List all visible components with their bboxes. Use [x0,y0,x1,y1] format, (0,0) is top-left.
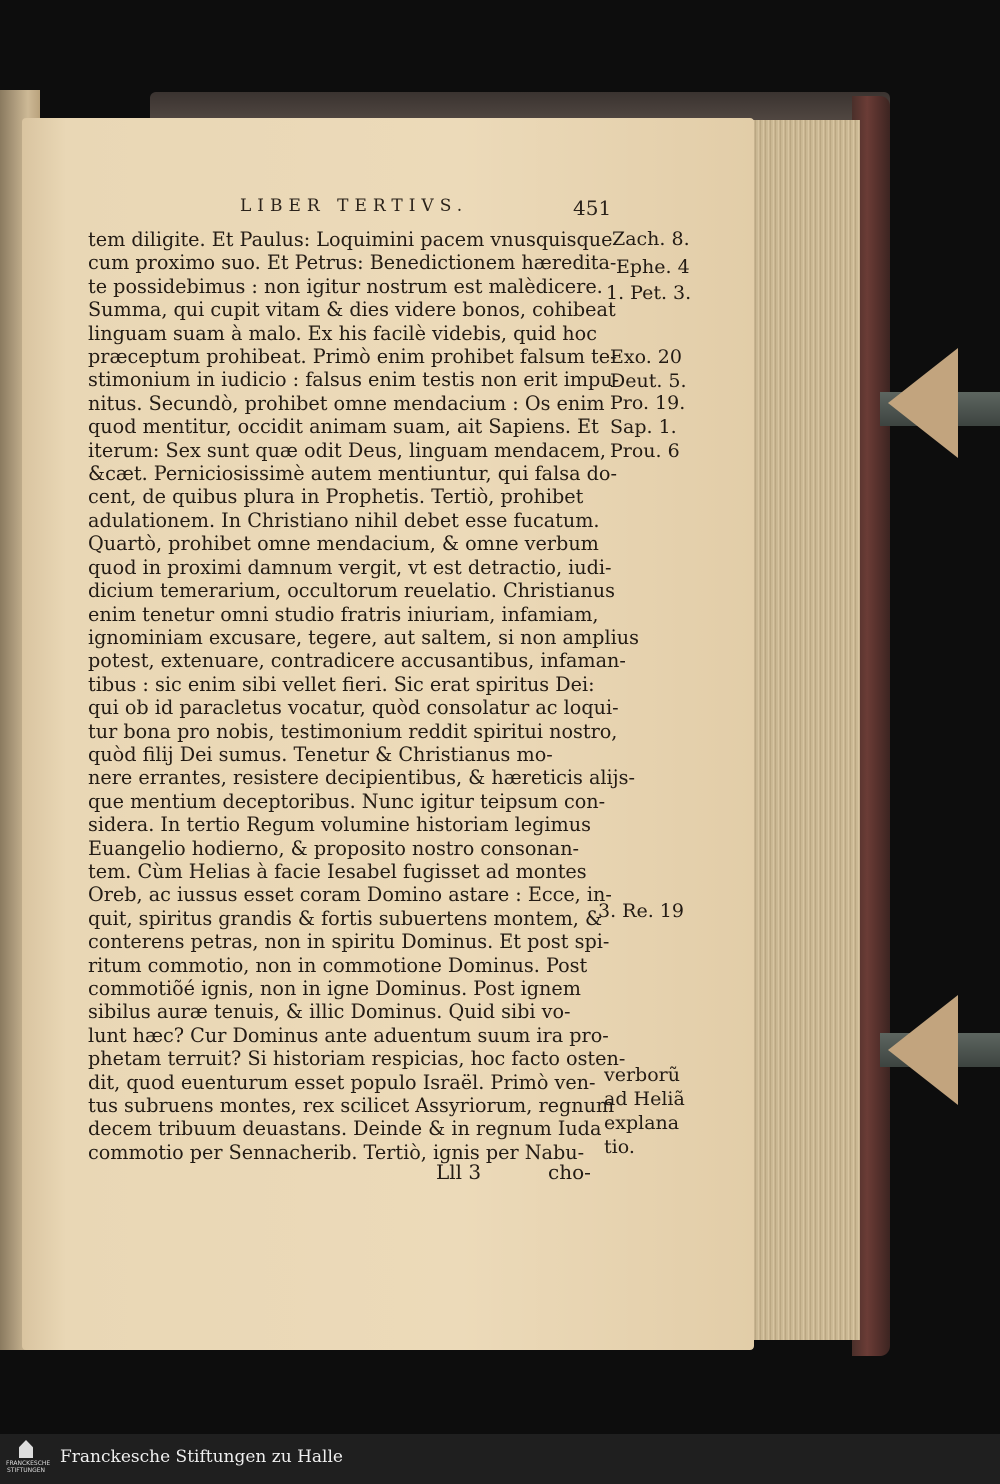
margin-note-reg: 3. Re. 19 [598,900,684,922]
text-line: tibus : sic enim sibi vellet fieri. Sic erat spiritus Dei: [88,672,595,696]
text-line: quod mentitur, occidit animam suam, ait Sapiens. Et [88,415,599,439]
text-line: quod in proximi damnum vergit, vt est detractio, iudi- [88,555,612,579]
institution-logo-icon [19,1440,33,1458]
text-line: Quartò, prohibet omne mendacium, & omne verbum [88,532,599,556]
margin-note-tio: tio. [604,1136,635,1158]
margin-note-sap: Sap. 1. [610,416,677,438]
text-line: Euangelio hodierno, & proposito nostro consonan- [88,836,580,860]
text-line: nere errantes, resistere decipientibus, & hæreticis alijs- [88,766,635,790]
text-line: præceptum prohibeat. Primò enim prohibet falsum te- [88,345,617,369]
text-line: Summa, qui cupit vitam & dies videre bonos, cohibeat [88,298,616,322]
institution-logo [6,1440,51,1480]
text-line: linguam suam à malo. Ex his facilè videbis, quid hoc [88,321,597,345]
text-line: lunt hæc? Cur Dominus ante aduentum suum ira pro- [88,1023,609,1047]
text-line: cum proximo suo. Et Petrus: Benedictionem hæredita- [88,251,617,275]
text-line: &cæt. Perniciosissimè autem mentiuntur, qui falsa do- [88,462,617,486]
text-line: Oreb, ac iussus esset coram Domino astare : Ecce, in- [88,883,612,907]
text-line: tur bona pro nobis, testimonium reddit spiritui nostro, [88,719,618,743]
text-line: decem tribuum deuastans. Deinde & in regnum Iuda [88,1117,602,1141]
text-line: te possidebimus : non igitur nostrum est malèdicere. [88,274,603,298]
text-line: conterens petras, non in spiritu Dominus. Et post spi- [88,930,610,954]
text-line: dicium temerarium, occultorum reuelatio. Christianus [88,579,615,603]
text-line: dit, quod euenturum esset populo Israël. Primò ven- [88,1070,596,1094]
margin-note-explana: explana [604,1112,680,1134]
text-line: tem diligite. Et Paulus: Loquimini pacem vnusquisque [88,228,613,251]
text-line: phetam terruit? Si historiam respicias, hoc facto osten- [88,1047,626,1071]
text-line: tem. Cùm Helias à facie Iesabel fugisset ad montes [88,859,587,883]
page-number: 451 [573,196,612,220]
margin-note-exo: Exo. 20 [610,346,682,368]
text-line: iterum: Sex sunt quæ odit Deus, linguam mendacem, [88,438,607,462]
running-title: LIBER TERTIVS. [240,196,469,216]
text-line: stimonium in iudicio : falsus enim testis non erit impu- [88,368,620,392]
page-edges [752,120,860,1340]
clasp-tip-upper [888,348,958,458]
text-line: potest, extenuare, contradicere accusantibus, infaman- [88,649,626,673]
logo-text: FRANCKESCHE STIFTUNGEN [6,1460,51,1474]
text-line: cent, de quibus plura in Prophetis. Tertiò, prohibet [88,485,584,509]
margin-note-ad-heliam: ad Heliã [604,1088,685,1110]
text-line: qui ob id paracletus vocatur, quòd consolatur ac loqui- [88,696,619,720]
text-line: adulationem. In Christiano nihil debet esse fucatum. [88,508,600,532]
text-line: commotiõé ignis, non in igne Dominus. Post ignem [88,977,581,1000]
text-line: quit, spiritus grandis & fortis subuertens montem, & [88,906,603,930]
text-line: ritum commotio, non in commotione Dominus. Post [88,953,588,977]
body-text [88,228,639,1164]
margin-note-zach: Zach. 8. [612,228,690,250]
text-line: sidera. In tertio Regum volumine historiam legimus [88,813,591,837]
margin-note-deut: Deut. 5. [610,370,687,392]
margin-note-prou: Prou. 6 [610,440,680,462]
signature-mark: Lll 3 [436,1160,482,1184]
institution-name: Franckesche Stiftungen zu Halle [60,1447,343,1467]
text-line: nitus. Secundò, prohibet omne mendacium : Os enim [88,391,605,415]
text-line: quòd filij Dei sumus. Tenetur & Christianus mo- [88,742,553,766]
margin-note-pro: Pro. 19. [610,392,686,414]
text-line: commotio per Sennacherib. Tertiò, ignis per Nabu- [88,1140,585,1164]
footer-bar [0,1434,1000,1484]
text-line: ignominiam excusare, tegere, aut saltem, si non amplius [88,625,639,649]
text-line: tus subruens montes, rex scilicet Assyriorum, regnum [88,1094,615,1118]
text-line: sibilus auræ tenuis, & illic Dominus. Quid sibi vo- [88,1000,571,1024]
margin-note-pet: 1. Pet. 3. [606,282,692,304]
margin-note-ephe: Ephe. 4 [616,256,690,278]
text-line: que mentium deceptoribus. Nunc igitur teipsum con- [88,789,606,813]
margin-note-verborum: verborũ [604,1064,680,1086]
catchword: cho- [548,1160,591,1184]
text-line: enim tenetur omni studio fratris iniuriam, infamiam, [88,602,599,626]
clasp-tip-lower [888,995,958,1105]
